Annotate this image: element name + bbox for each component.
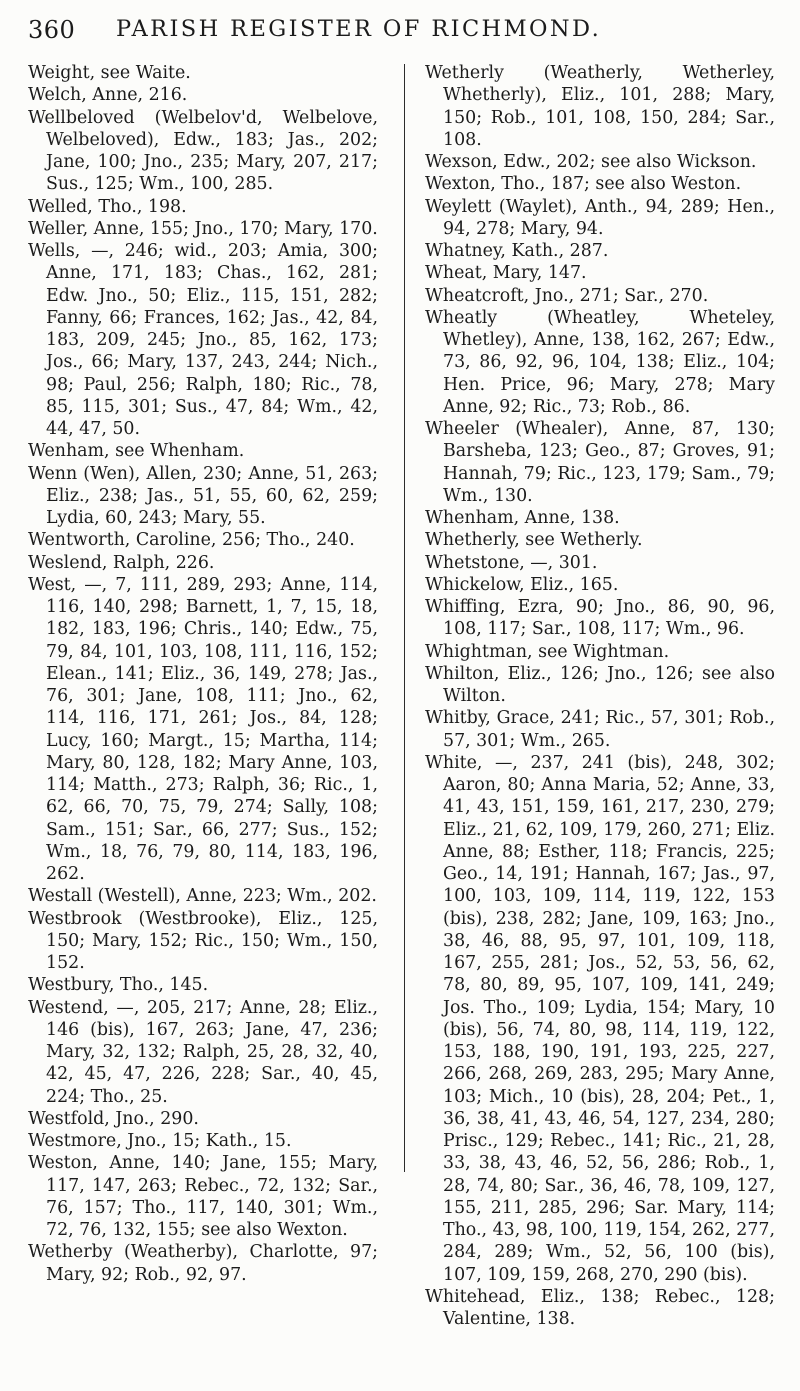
index-entry: Wheat, Mary, 147. bbox=[425, 263, 587, 284]
index-entry: Wells, —, 246; wid., 203; Amia, 300; Anne, 171, 183; Chas., 162, 281; Edw. Jno., 50; Eliz., 115, 151, 282; Fanny, 66; Frances, 162; Jas., 42, 84, 183, 209, 245; Jno., 85, 162, 173; Jos., 66; Mary, 137, 243, 244; Nich., 98; Paul, 256; Ralph, 180; Ric., 78, 85, 115, 301; Sus., 47, 84; Wm., 42, 44, 47, 50. bbox=[28, 241, 378, 439]
index-entry: Weslend, Ralph, 226. bbox=[28, 552, 215, 573]
index-entry: Whightman, see Wightman. bbox=[425, 641, 670, 662]
index-entry: Westend, —, 205, 217; Anne, 28; Eliz., 146 (bis), 167, 263; Jane, 47, 236; Mary, 32, 132; Ralph, 25, 28, 32, 40, 42, 45, 47, 226, 228; Sar., 40, 45, 224; Tho., 25. bbox=[28, 997, 378, 1107]
index-entry: Whetherly, see Wetherly. bbox=[425, 530, 643, 551]
column-divider bbox=[404, 64, 405, 1172]
index-entry: Whiffing, Ezra, 90; Jno., 86, 90, 96, 108, 117; Sar., 108, 117; Wm., 96. bbox=[425, 597, 775, 640]
index-entry: Welch, Anne, 216. bbox=[28, 85, 188, 106]
index-entry: Whitby, Grace, 241; Ric., 57, 301; Rob., 57, 301; Wm., 265. bbox=[425, 708, 775, 751]
index-entry: Wellbeloved (Welbelov'd, Welbelove, Welbeloved), Edw., 183; Jas., 202; Jane, 100; Jno., 235; Mary, 207, 217; Sus., 125; Wm., 100, 285. bbox=[28, 107, 378, 195]
index-entry: Wenham, see Whenham. bbox=[28, 441, 245, 462]
index-entry: Whatney, Kath., 287. bbox=[425, 241, 609, 261]
index-entry: Wheatly (Wheatley, Wheteley, Whetley), Anne, 138, 162, 267; Edw., 73, 86, 92, 96, 104, 138; Eliz., 104; Hen. Price, 96; Mary, 278; Mary Anne, 92; Ric., 73; Rob., 86. bbox=[425, 307, 775, 417]
index-entry: Westall (Westell), Anne, 223; Wm., 202. bbox=[28, 886, 377, 907]
index-entry: Weight, see Waite. bbox=[28, 63, 191, 83]
index-entry: Wetherby (Weatherby), Charlotte, 97; Mary, 92; Rob., 92, 97. bbox=[28, 1242, 378, 1285]
index-entry: Westbury, Tho., 145. bbox=[28, 975, 209, 996]
index-entry: Wexson, Edw., 202; see also Wickson. bbox=[425, 152, 757, 172]
page-header bbox=[28, 14, 778, 50]
page-number: 360 bbox=[28, 16, 76, 44]
index-entry: Welled, Tho., 198. bbox=[28, 196, 187, 217]
index-entry: Wheeler (Whealer), Anne, 87, 130; Barsheba, 123; Geo., 87; Groves, 91; Hannah, 79; Ric., 123, 179; Sam., 79; Wm., 130. bbox=[425, 419, 775, 506]
index-entry: Whetstone, —, 301. bbox=[425, 552, 598, 573]
index-entry: Whilton, Eliz., 126; Jno., 126; see also Wilton. bbox=[425, 663, 775, 706]
index-entry: Whenham, Anne, 138. bbox=[425, 508, 620, 528]
index-entry: Weston, Anne, 140; Jane, 155; Mary, 117, 147, 263; Rebec., 72, 132; Sar., 76, 157; Tho., 117, 140, 301; Wm., 72, 76, 132, 155; see also Wexton. bbox=[28, 1153, 378, 1240]
running-title: PARISH REGISTER OF RICHMOND. bbox=[116, 16, 602, 42]
index-entry: Whitehead, Eliz., 138; Rebec., 128; Valentine, 138. bbox=[425, 1286, 775, 1329]
index-entry: Wenn (Wen), Allen, 230; Anne, 51, 263; Eliz., 238; Jas., 51, 55, 60, 62, 259; Lydia, 60, 243; Mary, 55. bbox=[28, 463, 378, 528]
right-index-column bbox=[425, 62, 775, 1330]
index-entry: Weller, Anne, 155; Jno., 170; Mary, 170. bbox=[28, 218, 378, 239]
index-entry: Westmore, Jno., 15; Kath., 15. bbox=[28, 1131, 292, 1151]
index-entry: Wetherly (Weatherly, Wetherley, Whetherly), Eliz., 101, 288; Mary, 150; Rob., 101, 108, 150, 284; Sar., 108. bbox=[425, 63, 775, 150]
left-index-column bbox=[28, 62, 378, 1286]
index-entry: Westfold, Jno., 290. bbox=[28, 1108, 199, 1129]
index-entry: Whickelow, Eliz., 165. bbox=[425, 574, 619, 595]
index-entry: Westbrook (Westbrooke), Eliz., 125, 150; Mary, 152; Ric., 150; Wm., 150, 152. bbox=[28, 908, 378, 973]
index-entry: Wentworth, Caroline, 256; Tho., 240. bbox=[28, 530, 355, 551]
index-entry: Weylett (Waylet), Anth., 94, 289; Hen., 94, 278; Mary, 94. bbox=[425, 196, 775, 239]
index-entry: White, —, 237, 241 (bis), 248, 302; Aaron, 80; Anna Maria, 52; Anne, 33, 41, 43, 151, 159, 161, 217, 230, 279; Eliz., 21, 62, 109, 179, 260, 271; Eliz. Anne, 88; Esther, 118; Francis, 225; Geo., 14, 191; Hannah, 167; Jas., 97, 100, 103, 109, 114, 119, 122, 153 (bis), 238, 282; Jane, 109, 163; Jno., 38, 46, 88, 95, 97, 101, 109, 118, 167, 255, 281; Jos., 52, 53, 56, 62, 78, 80, 89, 95, 107, 109, 141, 249; Jos. Tho., 109; Lydia, 154; Mary, 10 (bis), 56, 74, 80, 98, 114, 119, 122, 153, 188, 190, 191, 193, 225, 227, 266, 268, 269, 283, 295; Mary Anne, 103; Mich., 10 (bis), 28, 204; Pet., 1, 36, 38, 41, 43, 46, 54, 127, 234, 280; Prisc., 129; Rebec., 141; Ric., 21, 28, 33, 38, 43, 46, 52, 56, 286; Rob., 1, 28, 74, 80; Sar., 36, 46, 78, 109, 127, 155, 211, 285, 296; Sar. Mary, 114; Tho., 43, 98, 100, 119, 154, 262, 277, 284, 289; Wm., 52, 56, 100 (bis), 107, 109, 159, 268, 270, 290 (bis). bbox=[425, 752, 775, 1285]
index-entry: Wexton, Tho., 187; see also Weston. bbox=[425, 174, 742, 195]
index-entry: West, —, 7, 111, 289, 293; Anne, 114, 116, 140, 298; Barnett, 1, 7, 15, 18, 182, 183, 196; Chris., 140; Edw., 75, 79, 84, 101, 103, 108, 111, 116, 152; Elean., 141; Eliz., 36, 149, 278; Jas., 76, 301; Jane, 108, 111; Jno., 62, 114, 116, 171, 261; Jos., 84, 128; Lucy, 160; Margt., 15; Martha, 114; Mary, 80, 128, 182; Mary Anne, 103, 114; Matth., 273; Ralph, 36; Ric., 1, 62, 66, 70, 75, 79, 274; Sally, 108; Sam., 151; Sar., 66, 277; Sus., 152; Wm., 18, 76, 79, 80, 114, 183, 196, 262. bbox=[28, 574, 378, 884]
index-entry: Wheatcroft, Jno., 271; Sar., 270. bbox=[425, 285, 709, 306]
